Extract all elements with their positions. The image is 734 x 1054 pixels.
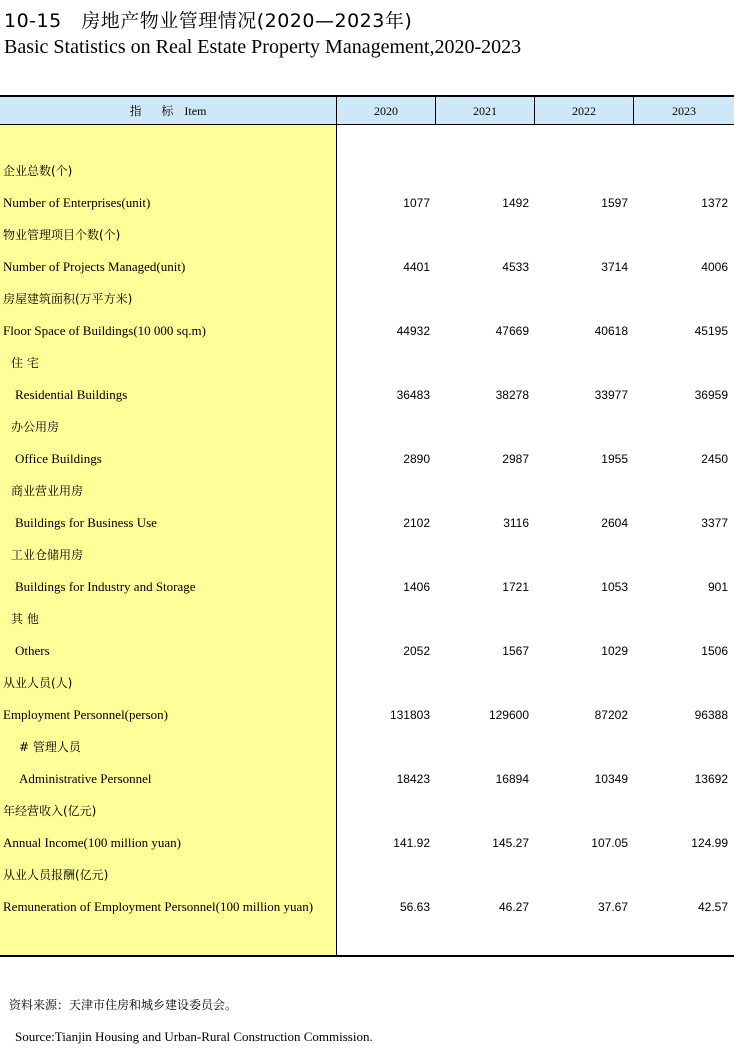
cell-value-2023: 4006: [701, 260, 728, 274]
table-row: [0, 769, 734, 789]
cell-value-2022: 107.05: [591, 836, 628, 850]
header-item-en: Item: [184, 104, 207, 118]
cell-value-2022: 2604: [601, 516, 628, 530]
cell-value-2023: 3377: [701, 516, 728, 530]
cell-value-2020: 2890: [403, 452, 430, 466]
cell-value-2020: 36483: [396, 388, 430, 402]
cell-value-2020: 18423: [396, 772, 430, 786]
table-body: [0, 125, 734, 957]
cell-value-2022: 1053: [601, 580, 628, 594]
table-row: [0, 193, 734, 213]
table-row-label-cn: [0, 545, 734, 565]
table-row-label-cn: [0, 289, 734, 309]
table-row: [0, 449, 734, 469]
cell-value-2020: 44932: [396, 324, 430, 338]
table-row-label-cn: [0, 481, 734, 501]
cell-value-2022: 1955: [601, 452, 628, 466]
statistics-table: [0, 95, 734, 957]
row-label-cn: 住 宅: [11, 356, 39, 370]
cell-value-2022: 3714: [601, 260, 628, 274]
cell-value-2021: 129600: [488, 708, 529, 722]
row-label-en: Number of Projects Managed(unit): [3, 259, 186, 274]
row-label-en: Administrative Personnel: [19, 771, 152, 786]
table-row-label-cn: [0, 801, 734, 821]
cell-value-2021: 1567: [502, 644, 529, 658]
cell-value-2020: 1077: [403, 196, 430, 210]
cell-value-2021: 3116: [503, 516, 529, 530]
table-row: [0, 641, 734, 661]
cell-value-2022: 1597: [601, 196, 628, 210]
header-year-2021: 2021: [436, 97, 535, 125]
cell-value-2023: 13692: [694, 772, 728, 786]
header-year-2020: 2020: [337, 97, 436, 125]
row-label-en: Office Buildings: [15, 451, 102, 466]
header-item: [0, 97, 337, 125]
cell-value-2023: 42.57: [697, 900, 728, 914]
cell-value-2020: 56.63: [399, 900, 430, 914]
row-label-en: Residential Buildings: [15, 387, 128, 402]
cell-value-2020: 1406: [403, 580, 430, 594]
table-row: [0, 257, 734, 277]
cell-value-2023: 45195: [694, 324, 728, 338]
row-label-cn: 工业仓储用房: [11, 548, 84, 562]
header-item-cn: 指 标: [129, 104, 182, 118]
row-label-en: Buildings for Industry and Storage: [15, 579, 196, 594]
cell-value-2021: 16894: [495, 772, 529, 786]
cell-value-2020: 2102: [403, 516, 430, 530]
table-row-label-cn: [0, 609, 734, 629]
cell-value-2021: 4533: [502, 260, 529, 274]
table-row-label-cn: [0, 353, 734, 373]
row-label-en: Others: [15, 643, 50, 658]
row-label-en: Annual Income(100 million yuan): [3, 835, 181, 850]
item-column-background: [0, 125, 337, 955]
cell-value-2023: 1506: [701, 644, 728, 658]
table-row-label-cn: [0, 161, 734, 181]
source-note-cn: 资料来源：天津市住房和城乡建设委员会。: [9, 998, 238, 1012]
cell-value-2022: 40618: [594, 324, 628, 338]
cell-value-2023: 124.99: [691, 836, 728, 850]
row-label-cn: 办公用房: [11, 420, 60, 434]
row-label-cn: 其 他: [11, 612, 39, 626]
table-row-label-cn: [0, 673, 734, 693]
cell-value-2020: 4401: [403, 260, 430, 274]
row-label-cn: 从业人员(人): [3, 676, 73, 690]
table-row: [0, 513, 734, 533]
cell-value-2020: 141.92: [393, 836, 430, 850]
cell-value-2020: 131803: [389, 708, 430, 722]
cell-value-2022: 10349: [594, 772, 628, 786]
cell-value-2023: 901: [707, 580, 728, 594]
table-row-label-cn: [0, 225, 734, 245]
row-label-cn: 企业总数(个): [3, 164, 73, 178]
cell-value-2022: 87202: [594, 708, 628, 722]
table-row: [0, 321, 734, 341]
row-label-cn: 从业人员报酬(亿元): [3, 868, 109, 882]
table-row: [0, 833, 734, 853]
row-label-en: Remuneration of Employment Personnel(100 million yuan): [3, 899, 314, 914]
cell-value-2021: 1492: [502, 196, 529, 210]
cell-value-2022: 1029: [601, 644, 628, 658]
row-label-cn: 商业营业用房: [11, 484, 84, 498]
header-year-2022: 2022: [535, 97, 634, 125]
cell-value-2021: 38278: [495, 388, 529, 402]
cell-value-2021: 46.27: [498, 900, 529, 914]
table-row: [0, 577, 734, 597]
cell-value-2022: 37.67: [597, 900, 628, 914]
cell-value-2023: 1372: [701, 196, 728, 210]
page-title-en: Basic Statistics on Real Estate Property Management,2020-2023: [4, 36, 522, 58]
header-year-2023: 2023: [672, 104, 696, 118]
table-row: [0, 897, 734, 917]
row-label-cn: # 管理人员: [19, 740, 81, 754]
row-label-cn: 物业管理项目个数(个): [3, 228, 121, 242]
row-label-en: Buildings for Business Use: [15, 515, 157, 530]
cell-value-2022: 33977: [594, 388, 628, 402]
cell-value-2021: 47669: [495, 324, 529, 338]
table-header: [0, 95, 734, 125]
table-row: [0, 385, 734, 405]
cell-value-2023: 36959: [694, 388, 728, 402]
page-title-cn: 10-15 房地产物业管理情况(2020—2023年): [4, 10, 413, 32]
row-label-cn: 房屋建筑面积(万平方米): [3, 292, 133, 306]
table-row-label-cn: [0, 865, 734, 885]
cell-value-2023: 2450: [701, 452, 728, 466]
row-label-en: Employment Personnel(person): [3, 707, 168, 722]
row-label-cn: 年经营收入(亿元): [3, 804, 97, 818]
row-label-en: Number of Enterprises(unit): [3, 195, 151, 210]
table-row-label-cn: [0, 737, 734, 757]
source-note-en: Source:Tianjin Housing and Urban-Rural Construction Commission.: [15, 1029, 373, 1044]
cell-value-2020: 2052: [403, 644, 430, 658]
cell-value-2021: 1721: [502, 580, 529, 594]
table-row-label-cn: [0, 417, 734, 437]
cell-value-2021: 2987: [502, 452, 529, 466]
cell-value-2023: 96388: [694, 708, 728, 722]
cell-value-2021: 145.27: [492, 836, 529, 850]
table-row: [0, 705, 734, 725]
row-label-en: Floor Space of Buildings(10 000 sq.m): [3, 323, 206, 338]
